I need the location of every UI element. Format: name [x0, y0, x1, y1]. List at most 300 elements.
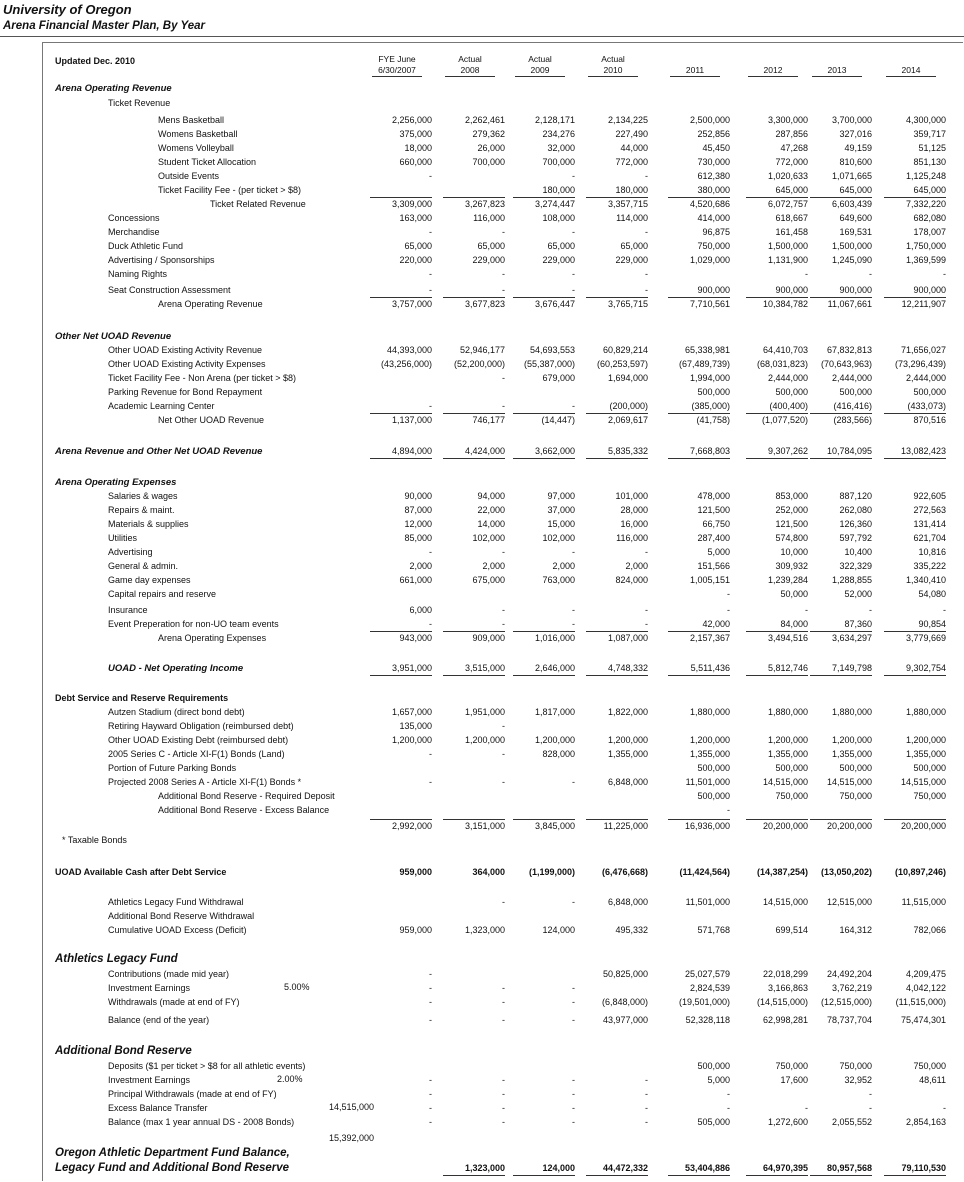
cell-value: (14,447) [541, 415, 575, 425]
cell-value: 322,329 [839, 561, 872, 571]
cell-value: - [429, 777, 432, 787]
cell-value: 746,177 [472, 415, 505, 425]
row-label: Arena Operating Expenses [158, 633, 267, 643]
cell-value: 229,000 [542, 255, 575, 265]
cell-value: 660,000 [399, 157, 432, 167]
cell-value: - [429, 269, 432, 279]
cell-value: 853,000 [775, 491, 808, 501]
row-label: Investment Earnings [108, 983, 191, 993]
underline-rule [586, 458, 648, 459]
cell-value: 1,880,000 [689, 707, 730, 717]
cell-value: 287,400 [697, 533, 730, 543]
row-label: Other UOAD Existing Activity Expenses [108, 359, 266, 369]
table-row [0, 1162, 964, 1175]
cell-value: 11,501,000 [685, 777, 730, 787]
table-row [0, 804, 964, 817]
table-row [0, 896, 964, 909]
cell-value: 612,380 [697, 171, 730, 181]
total-rule [370, 413, 432, 414]
cell-value: 3,765,715 [607, 299, 648, 309]
table-row [0, 604, 964, 617]
cell-value: 750,000 [775, 1061, 808, 1071]
cell-value: 131,414 [913, 519, 946, 529]
cell-value: 135,000 [399, 721, 432, 731]
cell-value: - [805, 605, 808, 615]
cell-value: 2,262,461 [464, 115, 505, 125]
table-row [0, 720, 964, 733]
cell-value: 6,072,757 [767, 199, 808, 209]
cell-value: 3,166,863 [767, 983, 808, 993]
column-header-year: 6/30/2007 [372, 65, 422, 77]
cell-value: - [572, 605, 575, 615]
cell-value: 1,137,000 [391, 415, 432, 425]
cell-value: (1,077,520) [761, 415, 808, 425]
cell-value: 900,000 [697, 285, 730, 295]
cell-value: 54,080 [918, 589, 946, 599]
cell-value: 16,936,000 [684, 821, 730, 831]
cell-value: - [727, 1089, 730, 1099]
cell-value: 66,750 [702, 519, 730, 529]
cell-value: (10,897,246) [894, 867, 946, 877]
cell-value: - [429, 619, 432, 629]
cell-value: 5,835,332 [607, 446, 648, 456]
legacy-rate: 5.00% [284, 982, 310, 992]
cell-value: 2,444,000 [905, 373, 946, 383]
cell-value: 500,000 [839, 387, 872, 397]
cell-value: - [572, 1117, 575, 1127]
cell-value: - [429, 227, 432, 237]
underline-rule [443, 458, 505, 459]
row-label: Ticket Facility Fee - Non Arena (per ticket > $8) [108, 373, 296, 383]
cell-value: 763,000 [542, 575, 575, 585]
cell-value: 1,657,000 [391, 707, 432, 717]
cell-value: - [645, 547, 648, 557]
underline-rule [443, 675, 505, 676]
underline-rule [586, 1175, 648, 1176]
row-label: UOAD Available Cash after Debt Service [55, 867, 227, 877]
cell-value: - [645, 171, 648, 181]
total-rule [370, 197, 432, 198]
row-label: Athletics Legacy Fund [55, 953, 178, 965]
cell-value: (43,256,000) [380, 359, 432, 369]
row-label: General & admin. [108, 561, 179, 571]
cell-value: 43,977,000 [602, 1015, 648, 1025]
cell-value: 1,200,000 [905, 735, 946, 745]
cell-value: 645,000 [839, 185, 872, 195]
column-header-year: 2012 [748, 65, 798, 77]
cell-value: 1,071,665 [831, 171, 872, 181]
underline-rule [884, 458, 946, 459]
total-rule [513, 819, 575, 820]
table-row [0, 968, 964, 981]
cell-value: 50,825,000 [602, 969, 648, 979]
row-label: Outside Events [158, 171, 220, 181]
cell-value: 2,646,000 [534, 663, 575, 673]
cell-value: 220,000 [399, 255, 432, 265]
table-row [0, 128, 964, 141]
cell-value: 851,130 [913, 157, 946, 167]
underline-rule [668, 675, 730, 676]
row-label: Cumulative UOAD Excess (Deficit) [108, 925, 247, 935]
table-row [0, 546, 964, 559]
row-label: Arena Operating Expenses [55, 477, 177, 488]
cell-value: 1,880,000 [905, 707, 946, 717]
underline-rule [668, 1175, 730, 1176]
table-row [0, 330, 964, 343]
row-label: Ticket Facility Fee - (per ticket > $8) [158, 185, 301, 195]
column-header [505, 54, 575, 77]
cell-value: 15,000 [547, 519, 575, 529]
total-rule [443, 297, 505, 298]
cell-value: - [645, 605, 648, 615]
table-row [0, 1116, 964, 1129]
cell-value: - [572, 227, 575, 237]
cell-value: 1,817,000 [534, 707, 575, 717]
cell-value: 2,069,617 [607, 415, 648, 425]
cell-value: 900,000 [839, 285, 872, 295]
table-row [0, 834, 964, 847]
cell-value: 114,000 [616, 213, 648, 223]
table-row [0, 996, 964, 1009]
table-row [0, 574, 964, 587]
cell-value: 943,000 [399, 633, 432, 643]
total-rule [513, 197, 575, 198]
row-label: Materials & supplies [108, 519, 189, 529]
document-subtitle: Arena Financial Master Plan, By Year [3, 20, 205, 32]
table-row [0, 170, 964, 183]
cell-value: 1,355,000 [767, 749, 808, 759]
total-rule [884, 819, 946, 820]
cell-value: 17,600 [780, 1075, 808, 1085]
cell-value: 2,000 [482, 561, 505, 571]
document-title: University of Oregon [3, 2, 132, 17]
cell-value: - [645, 1089, 648, 1099]
cell-value: 309,932 [775, 561, 808, 571]
cell-value: - [502, 721, 505, 731]
cell-value: 500,000 [697, 1061, 730, 1071]
cell-value: (11,424,564) [679, 867, 730, 877]
column-header [578, 54, 648, 77]
table-row [0, 1102, 964, 1115]
side-total-value: 15,392,000 [329, 1133, 375, 1143]
row-label: Oregon Athletic Department Fund Balance, [55, 1147, 290, 1159]
total-rule [443, 819, 505, 820]
table-row [0, 748, 964, 761]
column-header-year: 2014 [886, 65, 936, 77]
cell-value: - [502, 1075, 505, 1085]
cell-value: 11,515,000 [901, 897, 946, 907]
cell-value: 169,531 [839, 227, 872, 237]
cell-value: - [572, 1103, 575, 1113]
cell-value: 900,000 [913, 285, 946, 295]
total-rule [668, 631, 730, 632]
cell-value: 180,000 [542, 185, 575, 195]
cell-value: 1,131,900 [767, 255, 808, 265]
table-row [0, 82, 964, 95]
cell-value: (283,566) [833, 415, 872, 425]
cell-value: 571,768 [697, 925, 730, 935]
cell-value: 16,000 [620, 519, 648, 529]
cell-value: 1,200,000 [831, 735, 872, 745]
total-rule [513, 297, 575, 298]
row-label: Womens Volleyball [158, 143, 234, 153]
cell-value: 364,000 [472, 867, 505, 877]
cell-value: 3,515,000 [464, 663, 505, 673]
cell-value: 52,946,177 [459, 345, 505, 355]
cell-value: 48,611 [919, 1075, 946, 1085]
row-label: Arena Revenue and Other Net UOAD Revenue [55, 446, 263, 457]
column-header-line1: Actual [458, 54, 482, 64]
cell-value: (12,515,000) [820, 997, 872, 1007]
cell-value: - [943, 605, 946, 615]
cell-value: - [502, 897, 505, 907]
underline-rule [810, 458, 872, 459]
total-rule [746, 631, 808, 632]
table-row [0, 298, 964, 311]
cell-value: 1,200,000 [464, 735, 505, 745]
cell-value: 151,566 [697, 561, 730, 571]
underline-rule [513, 675, 575, 676]
cell-value: - [572, 619, 575, 629]
cell-value: 6,000 [409, 605, 432, 615]
table-row [0, 618, 964, 631]
cell-value: 5,812,746 [767, 663, 808, 673]
cell-value: 500,000 [913, 387, 946, 397]
underline-rule [443, 1175, 505, 1176]
cell-value: 1,822,000 [607, 707, 648, 717]
cell-value: 1,200,000 [607, 735, 648, 745]
cell-value: 414,000 [697, 213, 730, 223]
cell-value: - [502, 749, 505, 759]
cell-value: 1,500,000 [767, 241, 808, 251]
cell-value: - [645, 1075, 648, 1085]
cell-value: 1,125,248 [905, 171, 946, 181]
cell-value: 3,677,823 [464, 299, 505, 309]
underline-rule [746, 675, 808, 676]
cell-value: 824,000 [615, 575, 648, 585]
cell-value: 1,340,410 [905, 575, 946, 585]
row-label: Ticket Revenue [108, 98, 171, 108]
cell-value: 3,274,447 [534, 199, 575, 209]
cell-value: - [805, 269, 808, 279]
cell-value: 2,000 [409, 561, 432, 571]
cell-value: 279,362 [472, 129, 505, 139]
cell-value: 2,444,000 [831, 373, 872, 383]
total-rule [884, 297, 946, 298]
table-row [0, 358, 964, 371]
row-label: Net Other UOAD Revenue [158, 415, 265, 425]
cell-value: 730,000 [697, 157, 730, 167]
cell-value: - [572, 401, 575, 411]
row-label: Womens Basketball [158, 129, 238, 139]
cell-value: 11,067,661 [827, 299, 872, 309]
cell-value: 6,848,000 [607, 897, 648, 907]
row-label: Capital repairs and reserve [108, 589, 217, 599]
underline-rule [746, 1175, 808, 1176]
cell-value: 1,750,000 [905, 241, 946, 251]
total-rule [810, 631, 872, 632]
cell-value: - [869, 269, 872, 279]
cell-value: 53,404,886 [684, 1163, 730, 1173]
cell-value: - [429, 171, 432, 181]
cell-value: (60,253,597) [596, 359, 648, 369]
cell-value: 272,563 [913, 505, 946, 515]
cell-value: 1,323,000 [464, 925, 505, 935]
cell-value: 1,951,000 [464, 707, 505, 717]
total-rule [513, 631, 575, 632]
column-header-year: 2013 [812, 65, 862, 77]
cell-value: 2,444,000 [767, 373, 808, 383]
cell-value: - [869, 1103, 872, 1113]
cell-value: 750,000 [913, 791, 946, 801]
cell-value: 4,520,686 [689, 199, 730, 209]
table-row [0, 790, 964, 803]
cell-value: 4,300,000 [905, 115, 946, 125]
row-label: Retiring Hayward Obligation (reimbursed debt) [108, 721, 294, 731]
cell-value: 1,020,633 [767, 171, 808, 181]
table-row [0, 226, 964, 239]
cell-value: - [429, 749, 432, 759]
cell-value: - [572, 1089, 575, 1099]
table-row [0, 372, 964, 385]
underline-rule [370, 675, 432, 676]
cell-value: - [502, 547, 505, 557]
cell-value: - [572, 171, 575, 181]
underline-rule [586, 675, 648, 676]
cell-value: - [572, 1015, 575, 1025]
underline-rule [370, 458, 432, 459]
cell-value: 478,000 [697, 491, 730, 501]
row-label: Student Ticket Allocation [158, 157, 257, 167]
cell-value: 645,000 [913, 185, 946, 195]
column-header [738, 65, 808, 77]
cell-value: 65,000 [477, 241, 505, 251]
cell-value: 71,656,027 [900, 345, 946, 355]
row-label: Additional Bond Reserve [55, 1045, 192, 1057]
cell-value: 121,500 [775, 519, 808, 529]
cell-value: 828,000 [542, 749, 575, 759]
cell-value: 97,000 [547, 491, 575, 501]
cell-value: 262,080 [839, 505, 872, 515]
column-header-line2 [802, 65, 872, 77]
cell-value: 3,634,297 [831, 633, 872, 643]
cell-value: 161,458 [775, 227, 808, 237]
table-row [0, 504, 964, 517]
table-row [0, 97, 964, 110]
cell-value: 7,668,803 [689, 446, 730, 456]
column-header-year: 2008 [445, 65, 495, 77]
cell-value: 2,055,552 [831, 1117, 872, 1127]
cell-value: 4,042,122 [905, 983, 946, 993]
row-label: Salaries & wages [108, 491, 178, 501]
cell-value: - [645, 1117, 648, 1127]
row-label: Projected 2008 Series A - Article XI-F(1) Bonds * [108, 777, 302, 787]
total-rule [586, 413, 648, 414]
total-rule [810, 297, 872, 298]
cell-value: - [572, 997, 575, 1007]
cell-value: 124,000 [542, 925, 575, 935]
cell-value: - [502, 401, 505, 411]
cell-value: 500,000 [775, 763, 808, 773]
cell-value: 102,000 [542, 533, 575, 543]
table-row [0, 692, 964, 705]
cell-value: 675,000 [472, 575, 505, 585]
cell-value: 750,000 [775, 791, 808, 801]
cell-value: 14,000 [477, 519, 505, 529]
cell-value: 3,300,000 [767, 115, 808, 125]
cell-value: 28,000 [620, 505, 648, 515]
cell-value: 126,360 [839, 519, 872, 529]
table-row [0, 386, 964, 399]
cell-value: 102,000 [472, 533, 505, 543]
column-header-line2 [876, 65, 946, 77]
cell-value: - [429, 1103, 432, 1113]
cell-value: 2,000 [625, 561, 648, 571]
cell-value: 4,748,332 [607, 663, 648, 673]
cell-value: 14,515,000 [900, 777, 946, 787]
table-row [0, 924, 964, 937]
cell-value: 900,000 [775, 285, 808, 295]
cell-value: 163,000 [399, 213, 432, 223]
cell-value: 870,516 [913, 415, 946, 425]
cell-value: 234,276 [542, 129, 575, 139]
cell-value: 116,000 [473, 213, 505, 223]
table-row [0, 662, 964, 675]
cell-value: (55,387,000) [523, 359, 575, 369]
cell-value: - [943, 269, 946, 279]
cell-value: 3,309,000 [391, 199, 432, 209]
cell-value: - [572, 269, 575, 279]
cell-value: 1,355,000 [607, 749, 648, 759]
cell-value: - [645, 285, 648, 295]
cell-value: 649,600 [839, 213, 872, 223]
cell-value: - [572, 547, 575, 557]
cell-value: 2,128,171 [534, 115, 575, 125]
cell-value: 229,000 [615, 255, 648, 265]
cell-value: 500,000 [839, 763, 872, 773]
underline-rule [513, 1175, 575, 1176]
cell-value: 750,000 [697, 241, 730, 251]
cell-value: (6,848,000) [601, 997, 648, 1007]
table-row [0, 476, 964, 489]
cell-value: 108,000 [542, 213, 575, 223]
cell-value: 810,600 [839, 157, 872, 167]
row-label: Additional Bond Reserve - Excess Balance [158, 805, 330, 815]
cell-value: 79,110,530 [901, 1163, 946, 1173]
row-label: Insurance [108, 605, 148, 615]
cell-value: 1,016,000 [534, 633, 575, 643]
cell-value: 3,757,000 [391, 299, 432, 309]
cell-value: 54,693,553 [529, 345, 575, 355]
row-label: Game day expenses [108, 575, 191, 585]
cell-value: - [429, 1075, 432, 1085]
cell-value: (19,501,000) [678, 997, 730, 1007]
cell-value: 574,800 [775, 533, 808, 543]
cell-value: - [502, 605, 505, 615]
row-label: Advertising / Sponsorships [108, 255, 215, 265]
cell-value: 4,209,475 [905, 969, 946, 979]
row-label: Balance (end of the year) [108, 1015, 210, 1025]
cell-value: 682,080 [913, 213, 946, 223]
cell-value: (1,199,000) [528, 867, 575, 877]
cell-value: 227,490 [615, 129, 648, 139]
cell-value: 1,355,000 [831, 749, 872, 759]
cell-value: 51,125 [918, 143, 946, 153]
cell-value: 44,393,000 [386, 345, 432, 355]
cell-value: 621,704 [913, 533, 946, 543]
table-row [0, 762, 964, 775]
cell-value: 116,000 [616, 533, 648, 543]
